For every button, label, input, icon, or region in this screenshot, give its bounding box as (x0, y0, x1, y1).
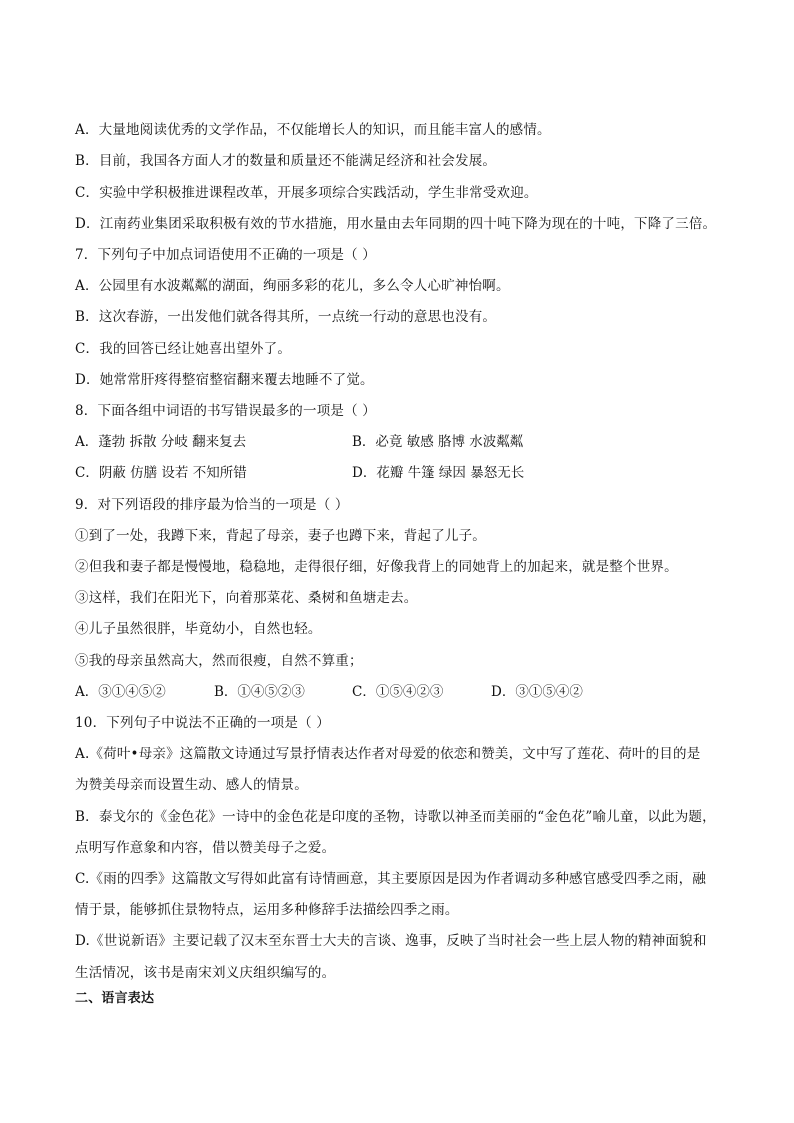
q9-option-c: C．①⑤④②③ (352, 684, 444, 700)
q10-option-a-line2: 为赞美母亲而设置生动、感人的情景。 (75, 777, 308, 793)
q7-stem: 7．下列句子中加点词语使用不正确的一项是（ ） (75, 247, 376, 263)
q6-option-d: D．江南药业集团采取积极有效的节水措施，用水量由去年同期的四十吨下降为现在的十吨，下降了三倍。 (75, 216, 717, 232)
q9-sentence-2: ②但我和妻子都是慢慢地，稳稳地，走得很仔细，好像我背上的同她背上的加起来，就是整个世界。 (75, 559, 678, 575)
q6-option-b: B．目前，我国各方面人才的数量和质量还不能满足经济和社会发展。 (75, 153, 497, 169)
q9-option-a: A．③①④⑤② (75, 684, 166, 700)
q7-option-c: C．我的回答已经让她喜出望外了。 (75, 341, 292, 357)
q8-stem: 8．下面各组中词语的书写错误最多的一项是（ ） (75, 403, 376, 419)
q10-option-b-line1: B．泰戈尔的《金色花》一诗中的金色花是印度的圣物，诗歌以神圣而美丽的“金色花”喻儿童，以此为题， (75, 809, 716, 825)
q7-option-a: A．公园里有水波粼粼的湖面，绚丽多彩的花儿，多么令人心旷神怡啊。 (75, 278, 510, 294)
q10-stem: 10．下列句子中说法不正确的一项是（ ） (75, 715, 330, 731)
q9-sentence-3: ③这样，我们在阳光下，向着那菜花、桑树和鱼塘走去。 (75, 590, 418, 606)
q9-sentence-1: ①到了一处，我蹲下来，背起了母亲，妻子也蹲下来，背起了儿子。 (75, 528, 486, 544)
q9-stem: 9．对下列语段的排序最为恰当的一项是（ ） (75, 497, 349, 513)
q6-option-c: C．实验中学积极推进课程改革，开展多项综合实践活动，学生非常受欢迎。 (75, 185, 538, 201)
q9-option-b: B．①④⑤②③ (214, 684, 305, 700)
q10-option-b-line2: 点明写作意象和内容，借以赞美母子之爱。 (75, 840, 336, 856)
q9-sentence-4: ④儿子虽然很胖，毕竟幼小，自然也轻。 (75, 621, 322, 637)
q8-option-d: D．花瓣 牛篷 绿因 暴怒无长 (352, 465, 525, 481)
section-heading-language-expression: 二、语言表达 (75, 991, 155, 1006)
q10-option-d-line1: D.《世说新语》主要记载了汉末至东晋士大夫的言谈、逸事，反映了当时社会一些上层人物的精神面貌和 (75, 933, 707, 949)
q9-sentence-5: ⑤我的母亲虽然高大，然而很瘦，自然不算重； (75, 653, 363, 669)
q7-option-b: B．这次春游，一出发他们就各得其所，一点统一行动的意思也没有。 (75, 309, 497, 325)
q10-option-d-line2: 生活情况，该书是南宋刘义庆组织编写的。 (75, 965, 336, 981)
q7-option-d: D．她常常肝疼得整宿整宿翻来覆去地睡不了觉。 (75, 372, 374, 388)
q8-option-a: A．蓬勃 拆散 分岐 翻来复去 (75, 434, 247, 450)
q10-option-a-line1: A.《荷叶•母亲》这篇散文诗通过写景抒情表达作者对母爱的依恋和赞美，文中写了莲花、荷叶的目的是 (75, 746, 701, 762)
q10-option-c-line2: 情于景，能够抓住景物特点，运用多种修辞手法描绘四季之雨。 (75, 902, 459, 918)
q6-option-a: A．大量地阅读优秀的文学作品，不仅能增长人的知识，而且能丰富人的感情。 (75, 122, 551, 138)
q9-option-d: D．③①⑤④② (491, 684, 583, 700)
q8-option-b: B．必竟 敏感 胳博 水波粼粼 (352, 434, 524, 450)
q8-option-c: C．阴蔽 仿膳 设若 不知所错 (75, 465, 247, 481)
q10-option-c-line1: C.《雨的四季》这篇散文写得如此富有诗情画意，其主要原因是因为作者调动多种感官感受四季之雨，融 (75, 871, 707, 887)
